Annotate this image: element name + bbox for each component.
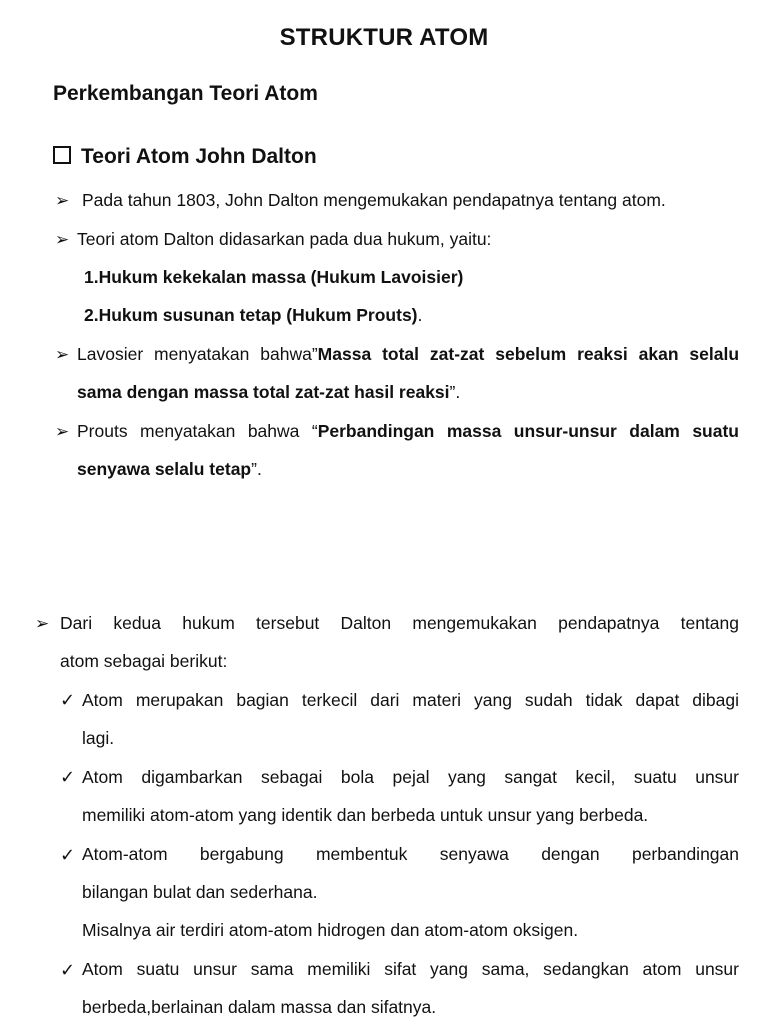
subtitle: Perkembangan Teori Atom bbox=[53, 82, 318, 105]
page-title: STRUKTUR ATOM bbox=[279, 24, 489, 51]
checkmark-icon: ✓ bbox=[60, 960, 76, 980]
checkmark-icon: ✓ bbox=[60, 845, 76, 865]
dalton-point: Atom digambarkan sebagai bola pejal yang sangat kecil, suatu unsur bbox=[82, 767, 739, 787]
bullet-text: Lavosier menyatakan bahwa”Massa total zat-zat sebelum reaksi akan selalu bbox=[77, 344, 740, 364]
arrow-bullet-icon: ➢ bbox=[55, 422, 70, 441]
section-label: Teori Atom John Dalton bbox=[81, 145, 317, 168]
dalton-point: Atom-atom bergabung membentuk senyawa dengan perbandingan bbox=[82, 844, 739, 864]
arrow-bullet-icon: ➢ bbox=[55, 345, 70, 364]
arrow-bullet-icon: ➢ bbox=[55, 230, 70, 249]
arrow-bullet-icon: ➢ bbox=[35, 614, 50, 633]
bullet-text: Pada tahun 1803, John Dalton mengemukakan pendapatnya tentang atom. bbox=[82, 190, 666, 210]
checkmark-icon: ✓ bbox=[60, 767, 76, 787]
dalton-intro: Dari kedua hukum tersebut Dalton mengemukakan pendapatnya tentang bbox=[60, 613, 739, 633]
dalton-example: Misalnya air terdiri atom-atom hidrogen dan atom-atom oksigen. bbox=[82, 920, 579, 940]
arrow-bullet-icon: ➢ bbox=[55, 191, 70, 210]
law-item: 1.Hukum kekekalan massa (Hukum Lavoisier) bbox=[84, 267, 464, 287]
bullet-text: Prouts menyatakan bahwa “Perbandingan massa unsur-unsur dalam suatu bbox=[77, 421, 739, 441]
dalton-point: Atom merupakan bagian terkecil dari materi yang sudah tidak dapat dibagi bbox=[82, 690, 739, 710]
dalton-point-continued: berbeda,berlainan dalam massa dan sifatnya. bbox=[82, 997, 437, 1017]
bullet-text: Teori atom Dalton didasarkan pada dua hukum, yaitu: bbox=[77, 229, 492, 249]
bullet-text-continued: senyawa selalu tetap”. bbox=[77, 459, 262, 479]
dalton-point-continued: bilangan bulat dan sederhana. bbox=[82, 882, 318, 902]
dalton-point-continued: lagi. bbox=[82, 728, 115, 748]
dalton-point-continued: memiliki atom-atom yang identik dan berbeda untuk unsur yang berbeda. bbox=[82, 805, 649, 825]
dalton-point: Atom suatu unsur sama memiliki sifat yang sama, sedangkan atom unsur bbox=[82, 959, 739, 979]
bullet-text-continued: sama dengan massa total zat-zat hasil reaksi”. bbox=[77, 382, 461, 402]
checkbox-square-icon bbox=[53, 146, 71, 164]
dalton-intro-continued: atom sebagai berikut: bbox=[60, 651, 228, 671]
section-heading bbox=[53, 145, 317, 169]
law-item: 2.Hukum susunan tetap (Hukum Prouts). bbox=[84, 305, 423, 325]
checkmark-icon: ✓ bbox=[60, 690, 76, 710]
